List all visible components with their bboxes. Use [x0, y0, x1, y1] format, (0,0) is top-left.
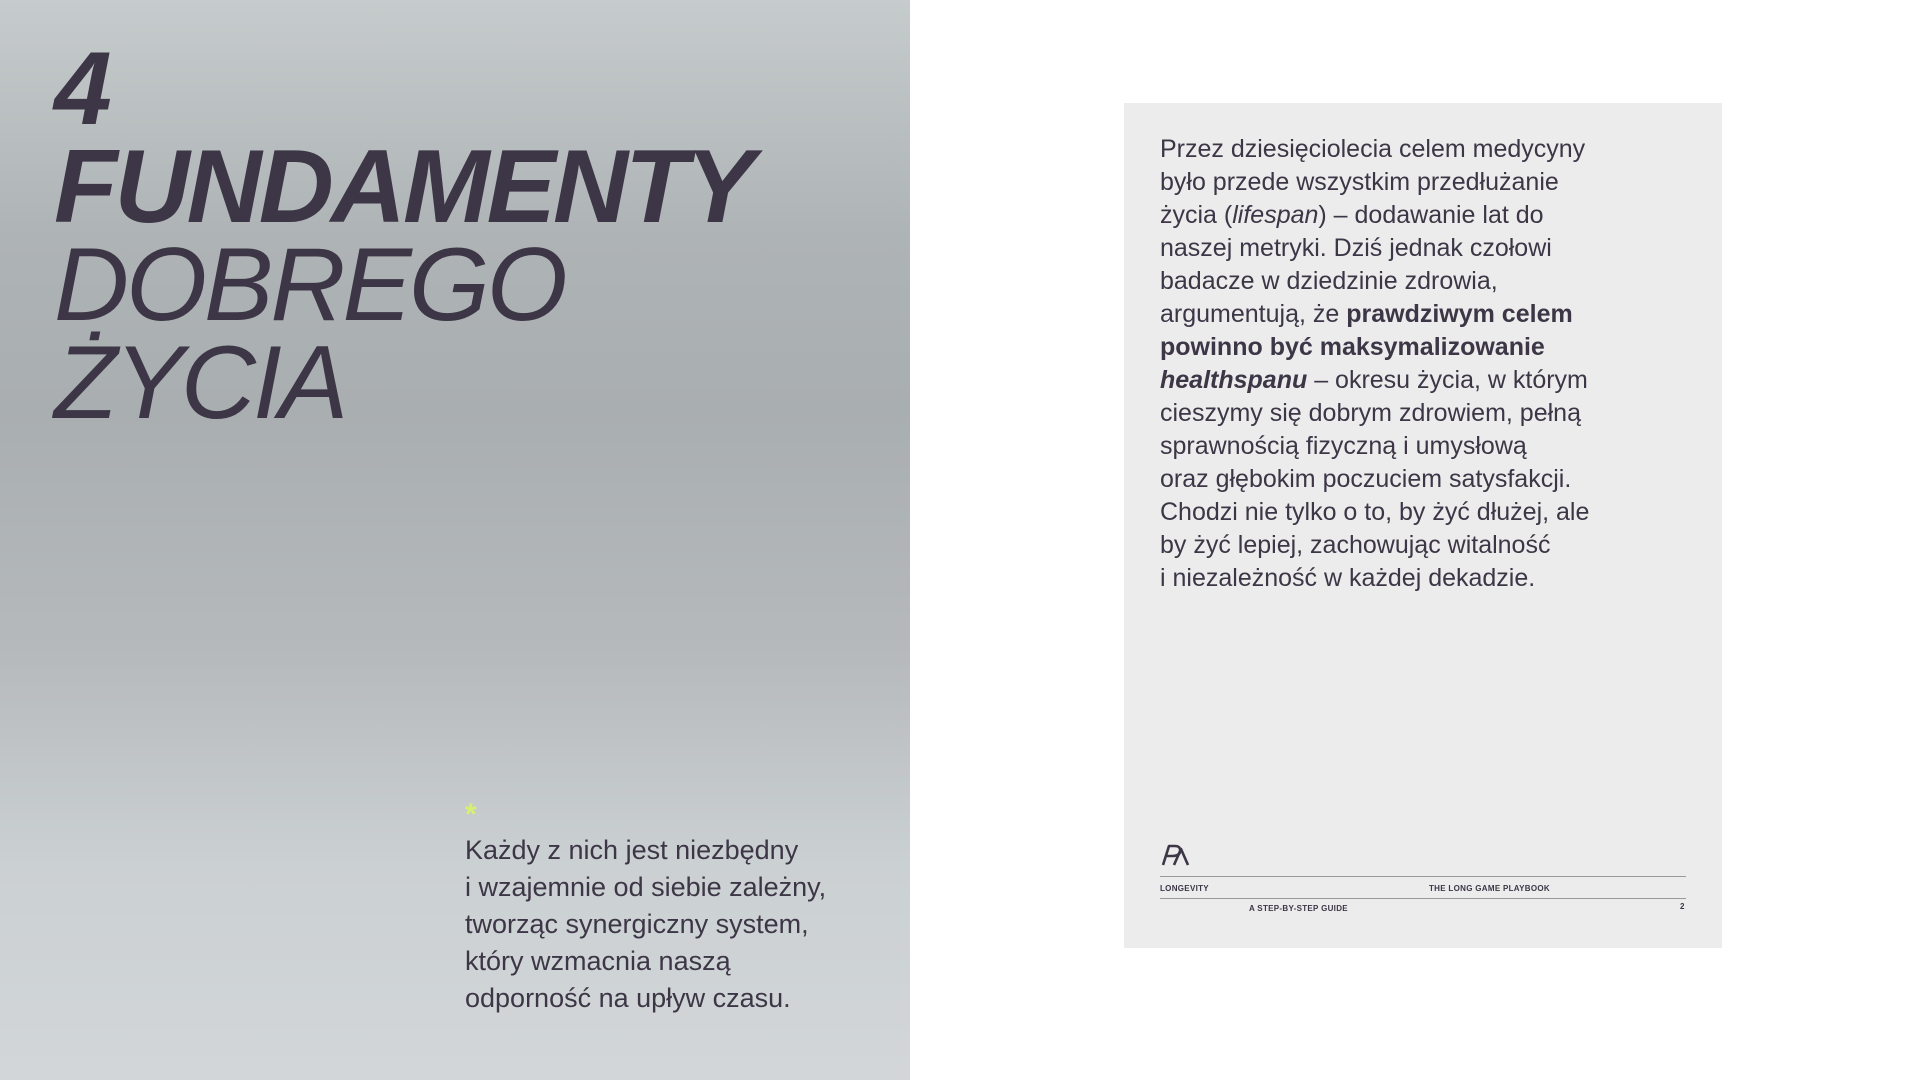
footer-divider	[1160, 898, 1686, 899]
body-line: sprawnością fizyczną i umysłową	[1160, 432, 1527, 460]
cover-panel	[0, 0, 910, 1080]
body-line	[1160, 331, 1690, 364]
healthspan-term: healthspanu	[1160, 366, 1308, 394]
side-note-line: i wzajemnie od siebie zależny,	[465, 872, 827, 902]
body-line: by żyć lepiej, zachowując witalność	[1160, 531, 1551, 559]
pa-monogram-icon	[1160, 843, 1190, 867]
title-line-3: ŻYCIA	[54, 325, 346, 441]
body-text-run: – okresu życia, w którym	[1307, 366, 1588, 394]
body-line: było przede wszystkim przedłużanie	[1160, 168, 1559, 196]
emphasis-text: powinno być maksymalizowanie	[1160, 333, 1545, 361]
side-note-line: tworząc synergiczny system,	[465, 909, 809, 939]
footer-subtitle: A STEP-BY-STEP GUIDE	[1249, 904, 1348, 913]
body-text-run: ) – dodawanie lat do	[1318, 201, 1544, 229]
body-line: Chodzi nie tylko o to, by żyć dłużej, ale	[1160, 498, 1590, 526]
body-line	[1160, 298, 1690, 331]
body-line: oraz głębokim poczuciem satysfakcji.	[1160, 465, 1572, 493]
body-line: i niezależność w każdej dekadzie.	[1160, 564, 1536, 592]
lifespan-term: lifespan	[1232, 201, 1319, 229]
emphasis-text: prawdziwym celem	[1346, 300, 1573, 328]
body-line	[1160, 199, 1690, 232]
side-note-line: który wzmacnia naszą	[465, 946, 731, 976]
footer-left: LONGEVITY	[1160, 884, 1209, 893]
page-title	[54, 31, 752, 441]
body-line: badacze w dziedzinie zdrowia,	[1160, 267, 1498, 295]
body-paragraph	[1160, 133, 1690, 595]
side-note	[465, 832, 865, 1017]
asterisk-icon: *	[465, 798, 477, 831]
side-note-line: Każdy z nich jest niezbędny	[465, 835, 799, 865]
title-number: 4	[54, 31, 109, 147]
body-line: naszej metryki. Dziś jednak czołowi	[1160, 234, 1552, 262]
page-number: 2	[1680, 902, 1685, 911]
body-line: Przez dziesięciolecia celem medycyny	[1160, 135, 1586, 163]
footer-divider	[1160, 876, 1686, 877]
footer-center: THE LONG GAME PLAYBOOK	[1429, 884, 1550, 893]
body-text-run: życia (	[1160, 201, 1233, 229]
body-line: cieszymy się dobrym zdrowiem, pełną	[1160, 399, 1581, 427]
title-line-2: DOBREGO	[54, 227, 565, 343]
side-note-line: odporność na upływ czasu.	[465, 983, 791, 1013]
document-page	[1124, 103, 1722, 948]
body-line	[1160, 364, 1690, 397]
body-text-run: argumentują, że	[1160, 300, 1347, 328]
title-main: FUNDAMENTY	[54, 129, 752, 245]
